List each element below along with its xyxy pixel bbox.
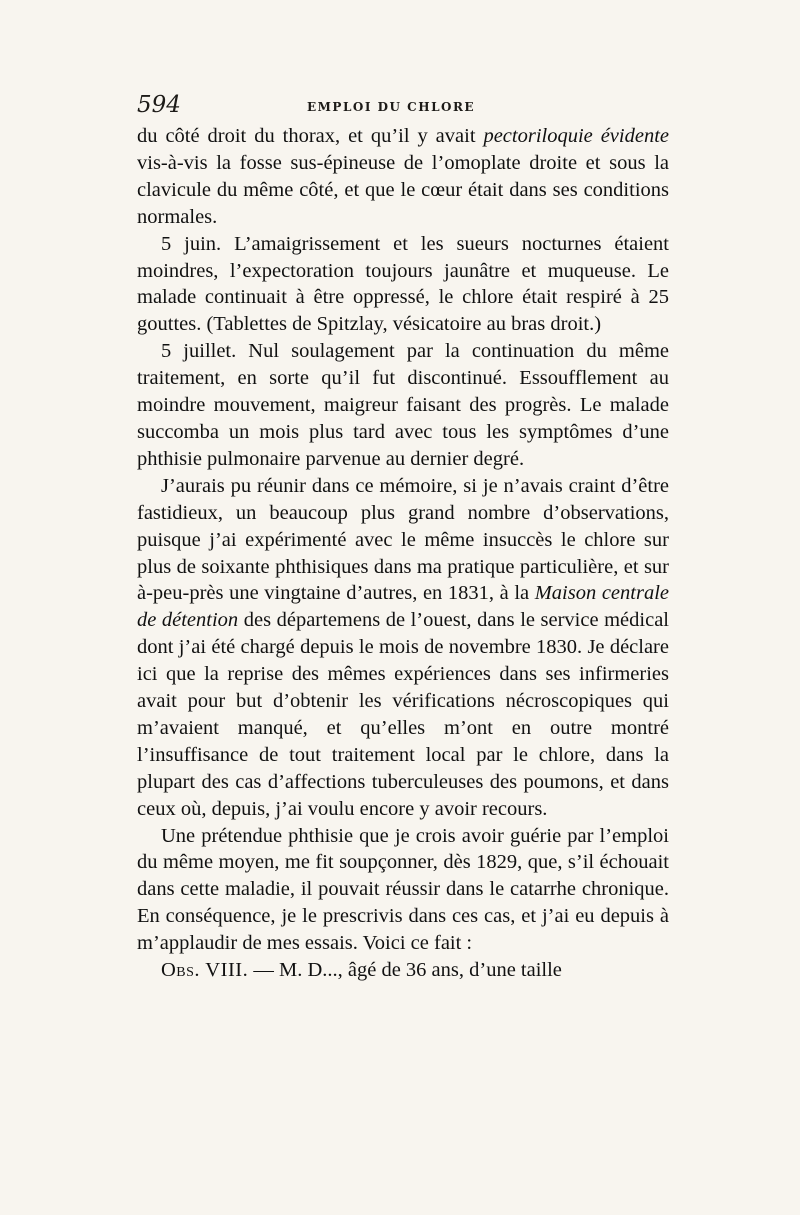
- paragraph-1-text-a: du côté droit du thorax, et qu’il y avait: [137, 125, 484, 147]
- paragraph-4-italic: Maison centrale de détention: [137, 582, 670, 632]
- page-number: 594: [137, 92, 181, 118]
- paragraph-4-text-a: J’aurais pu réunir dans ce mémoire, si je n’avais craint d’être fastidieux, un beaucoup plus grand nombre d’observations, puisque j’ai expérimenté avec le même insuccès le chlore sur plus de soixante phthisiques dans ma pratique particulière, et sur à-peu-près une vingtaine d’autres, en 1831, à la: [137, 474, 669, 605]
- body-text: [137, 123, 669, 984]
- page-header: [137, 92, 669, 122]
- paragraph-1-text-b: vis-à-vis la fosse sus-épineuse de l’omoplate droite et sous la clavicule du même côté, et que le cœur était dans ses conditions normales.: [137, 151, 669, 228]
- paragraph-5: Une prétendue phthisie que je crois avoir guérie par l’emploi du même moyen, me fit soupçonner, dès 1829, que, s’il échouait dans cette maladie, il pouvait réussir dans le catarrhe chronique. En conséquence, je le prescrivis dans ces cas, et j’ai eu depuis à m’applaudir de mes essais. Voici ce fait :: [137, 824, 669, 955]
- paragraph-2: 5 juin. L’amaigrissement et les sueurs nocturnes étaient moindres, l’expectoration toujours jaunâtre et muqueuse. Le malade continuait à être oppressé, le chlore était respiré à 25 gouttes. (Tablettes de Spitzlay, vésicatoire au bras droit.): [137, 232, 669, 336]
- paragraph-1-italic: pectoriloquie évidente: [483, 125, 669, 147]
- observation-label: Obs. VIII.: [161, 959, 249, 982]
- paragraph-1: [137, 123, 669, 231]
- observation-text: — M. D..., âgé de 36 ans, d’une taille: [248, 959, 562, 982]
- running-title: EMPLOI DU CHLORE: [307, 100, 476, 114]
- paragraph-6: [137, 957, 669, 984]
- paragraph-3: 5 juillet. Nul soulagement par la continuation du même traitement, en sorte qu’il fut discontinué. Essoufflement au moindre mouvement, maigreur faisant des progrès. Le malade succomba un mois plus tard avec tous les symptômes d’une phthisie pulmonaire parvenue au dernier degré.: [137, 340, 669, 470]
- paragraph-4: [137, 473, 669, 823]
- paragraph-4-text-b: des départemens de l’ouest, dans le service médical dont j’ai été chargé depuis le mois de novembre 1830. Je déclare ici que la reprise des mêmes expériences dans ses infirmeries avait pour but d’obtenir les vérifications nécroscopiques qui m’avaient manqué, et qu’elles m’ont en outre montré l’insuffisance de tout traitement local par le chlore, dans la plupart des cas d’affections tuberculeuses des poumons, et dans ceux où, depuis, j’ai voulu encore y avoir recours.: [137, 609, 669, 820]
